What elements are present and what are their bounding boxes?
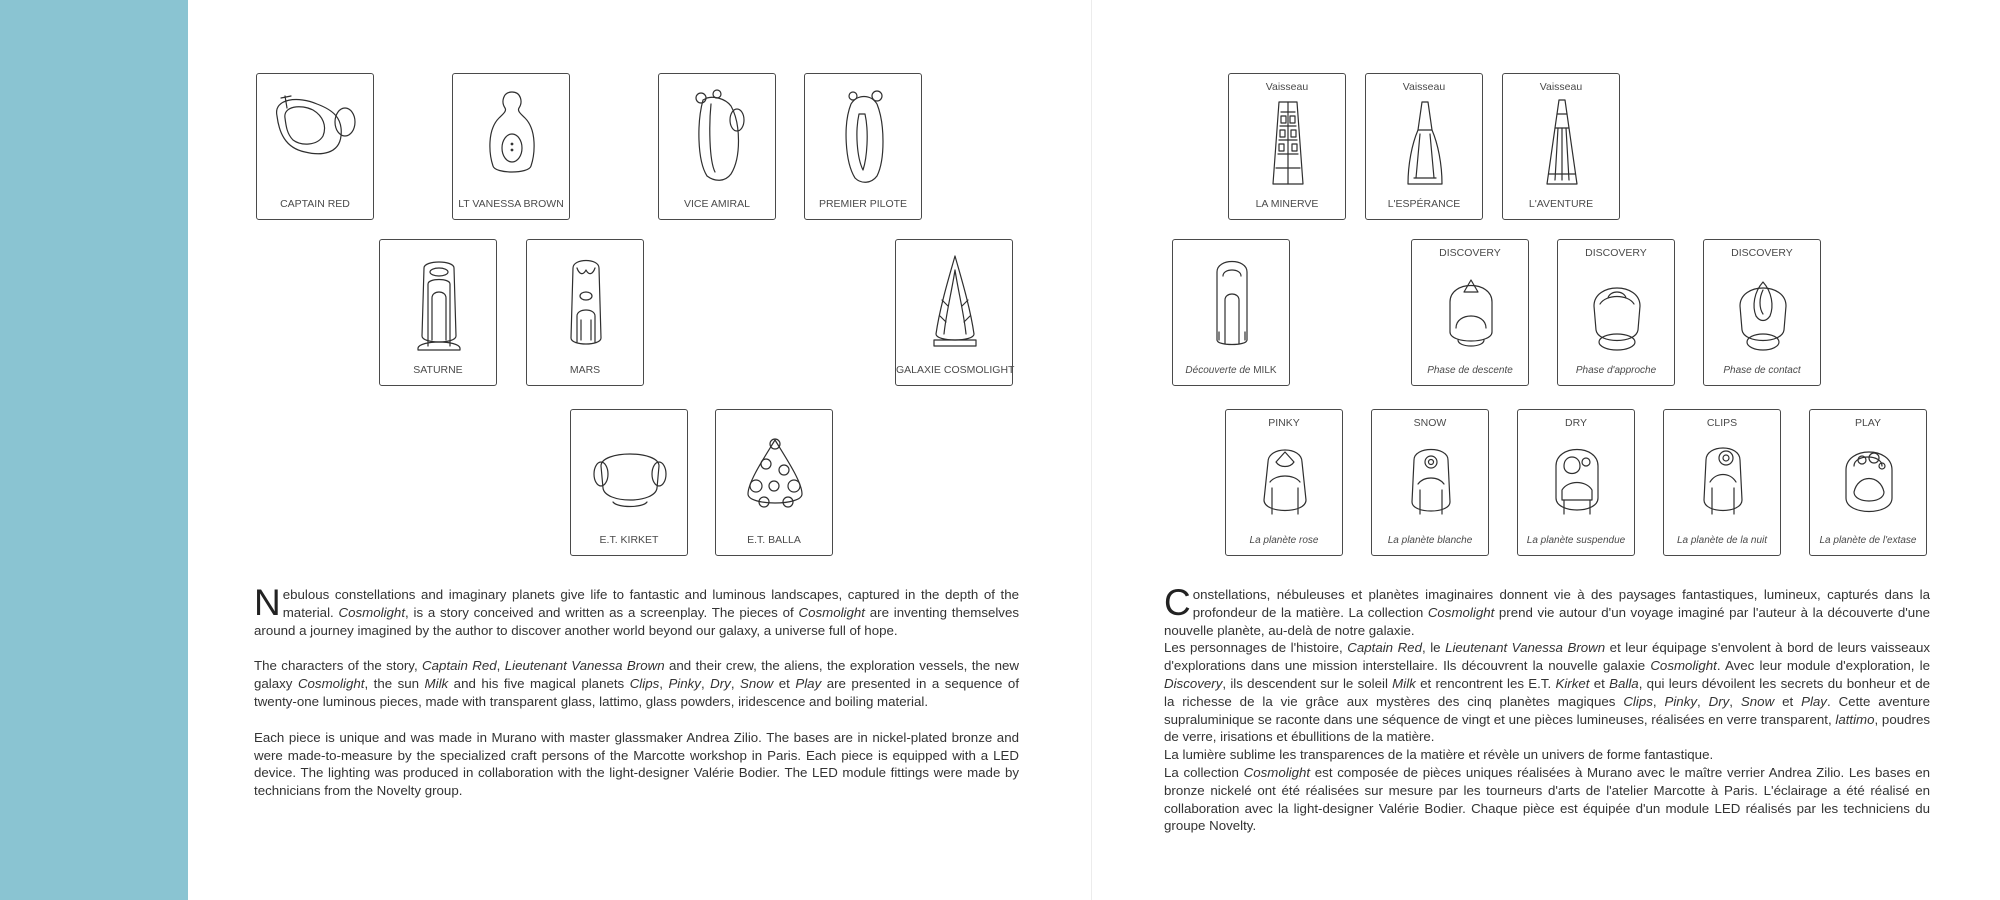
card-pinky	[1225, 409, 1343, 556]
card-contact-phase	[1703, 239, 1821, 386]
text-run: et leur équipage s'envolent à bord de leurs vaisseaux d'explorations dans une mission interstellaire. Ils découvrent la nouvelle galaxie	[1164, 640, 1930, 674]
text-run: ,	[700, 676, 711, 692]
emphasis-run: Lieutenant Vanessa Brown	[1445, 640, 1606, 656]
drop-cap: N	[254, 582, 281, 623]
card-galaxie-cosmolight	[895, 239, 1013, 386]
text-run: et rencontrent les E.T.	[1415, 675, 1556, 691]
card-label: GALAXIE COSMOLIGHT	[896, 364, 1015, 376]
card-label: MARS	[569, 364, 601, 376]
card-label: PREMIER PILOTE	[818, 198, 908, 210]
emphasis-run: Pinky	[668, 676, 701, 692]
text-run: ,	[1729, 693, 1741, 709]
emphasis-run: Captain Red	[422, 658, 497, 674]
card-label: Phase de descente	[1427, 365, 1513, 376]
card-snow	[1371, 409, 1489, 556]
card-category: SNOW	[1413, 417, 1447, 429]
emphasis-run: Clips	[1623, 693, 1653, 709]
emphasis-run: Cosmolight	[1650, 658, 1717, 674]
en-paragraph-2	[254, 657, 1019, 710]
card-category: DISCOVERY	[1585, 247, 1647, 259]
text-run: ,	[1697, 693, 1709, 709]
text-run: onstellations, nébuleuses et planètes imaginaires donnent vie à des paysages fantastiques, lumineux, capturés dans la profondeur de la matière. La collection	[1192, 587, 1930, 620]
text-run: Les personnages de l'histoire,	[1164, 640, 1348, 656]
emphasis-run: Balla	[1609, 675, 1639, 691]
card-label: LA MINERVE	[1255, 198, 1319, 210]
card-label: L'ESPÉRANCE	[1387, 198, 1461, 210]
emphasis-run: Cosmolight	[1427, 604, 1495, 620]
text-run: . Cette aventure supraluminique se raconte dans une séquence de vingt et une pièces lumineuses, réalisées en verre transparent,	[1164, 693, 1931, 727]
emphasis-run: Snow	[740, 676, 774, 692]
text-run: et	[1589, 675, 1610, 691]
card-label: E.T. KIRKET	[599, 534, 659, 546]
drop-cap: C	[1164, 582, 1191, 623]
card-et-kirket	[570, 409, 688, 556]
french-text	[1164, 582, 1931, 835]
text-run: prend vie autour d'un voyage imaginé par l'auteur à la découverte d'une nouvelle planète, au-delà de notre galaxie.	[1164, 604, 1930, 638]
text-run: are inventing themselves around a journey imagined by the author to discover another world beyond our galaxy, a universe full of hope.	[254, 604, 1020, 638]
card-category: DISCOVERY	[1731, 247, 1793, 259]
card-label: La planète de l'extase	[1819, 535, 1917, 546]
card-dry	[1517, 409, 1635, 556]
card-category: DRY	[1565, 417, 1587, 429]
text-run: The characters of the story,	[254, 658, 423, 674]
card-label: L'AVENTURE	[1528, 198, 1594, 210]
card-mars	[526, 239, 644, 386]
card-descent-phase	[1411, 239, 1529, 386]
text-run: . Avec leur module d'exploration, le	[1716, 658, 1930, 674]
card-label: VICE AMIRAL	[684, 198, 750, 210]
card-label: E.T. BALLA	[747, 534, 801, 546]
emphasis-run: Cosmolight	[297, 676, 365, 692]
card-label: CAPTAIN RED	[280, 198, 350, 210]
card-premier-pilote	[804, 73, 922, 220]
emphasis-run: Captain Red	[1347, 640, 1422, 656]
card-milk	[1172, 239, 1290, 386]
card-label: La planète de la nuit	[1676, 535, 1768, 546]
emphasis-run: Milk	[424, 676, 449, 692]
text-run: and their crew, the aliens, the exploration vessels, the new galaxy	[254, 658, 1019, 692]
card-lt-vanessa-brown	[452, 73, 570, 220]
text-run: , le	[1421, 640, 1446, 656]
card-captain-red	[256, 73, 374, 220]
emphasis-run: Lieutenant Vanessa Brown	[504, 658, 665, 674]
card-label: LT VANESSA BROWN	[458, 198, 564, 210]
emphasis-run: lattimo	[1835, 711, 1875, 727]
text-run: ,	[730, 676, 741, 692]
text-run: La collection	[1164, 764, 1244, 780]
emphasis-run: Play	[1801, 693, 1827, 709]
text-run: , the sun	[364, 676, 425, 692]
card-vice-amiral	[658, 73, 776, 220]
text-run: ebulous constellations and imaginary planets give life to fantastic and luminous landscapes, captured in the depth of the material.	[282, 587, 1019, 620]
card-category: Vaisseau	[1539, 81, 1583, 93]
fr-paragraph-3	[1164, 746, 1930, 764]
text-run: and his five magical planets	[448, 676, 630, 692]
card-saturne	[379, 239, 497, 386]
emphasis-run: Dry	[710, 676, 731, 692]
card-category: Vaisseau	[1265, 81, 1309, 93]
card-et-balla	[715, 409, 833, 556]
card-esperance	[1365, 73, 1483, 220]
fr-paragraph-2	[1164, 639, 1930, 746]
card-label: Découverte de MILK	[1185, 365, 1277, 376]
text-run: est composée de pièces uniques réalisées à Murano avec le maître verrier Andrea Zilio. Les bases en bronze nickelé ont été réalisées sur mesure par les tourneurs d'arts de l'atelier Marcotte à Paris. L'éclairage a été réalisé en collaboration avec la light-designer Valérie Bodier. Chaque pièce est équipée d'un module LED réalisés par les techniciens du groupe Novelty.	[1164, 764, 1930, 834]
card-label: La planète rose	[1249, 535, 1319, 546]
fr-paragraph-4	[1164, 764, 1930, 835]
cover-color-band	[0, 0, 188, 900]
text-run: ,	[1652, 693, 1665, 709]
card-category: DISCOVERY	[1439, 247, 1501, 259]
card-la-minerve	[1228, 73, 1346, 220]
card-category: PINKY	[1268, 417, 1300, 429]
emphasis-run: Discovery	[1164, 675, 1223, 691]
emphasis-run: Cosmolight	[798, 604, 865, 620]
english-text	[254, 582, 1020, 800]
emphasis-run: Snow	[1740, 693, 1775, 709]
en-paragraph-3	[254, 729, 1019, 800]
text-run: ,	[659, 676, 669, 692]
text-run: are presented in a sequence of twenty-one luminous pieces, made with transparent glass, lattimo, glass powders, iridescence and boiling material.	[254, 676, 1020, 709]
text-run: , ils descendent sur le soleil	[1222, 675, 1393, 691]
text-run: et	[773, 676, 796, 692]
text-run: , poudres de verre, irisations et ébullitions de la matière.	[1164, 711, 1930, 745]
emphasis-run: Cosmolight	[1243, 764, 1311, 780]
card-label: SATURNE	[413, 364, 463, 376]
card-aventure	[1502, 73, 1620, 220]
card-label: Phase de contact	[1723, 365, 1801, 376]
card-approach-phase	[1557, 239, 1675, 386]
card-category: PLAY	[1854, 417, 1882, 429]
text-run: , is a story conceived and written as a screenplay. The pieces of	[405, 604, 799, 620]
card-clips	[1663, 409, 1781, 556]
text-run: , qui leurs dévoilent les secrets du bonheur et de la richesse de la vie grâce aux mystères des cinq planètes magiques	[1164, 675, 1931, 709]
emphasis-run: Kirket	[1555, 675, 1590, 691]
emphasis-run: Play	[795, 676, 822, 692]
emphasis-run: Dry	[1708, 693, 1730, 709]
card-label: La planète suspendue	[1526, 535, 1626, 546]
emphasis-run: Milk	[1392, 675, 1416, 691]
emphasis-run: Clips	[629, 676, 660, 692]
card-label: Phase d'approche	[1575, 365, 1657, 376]
page-spine	[1091, 0, 1092, 900]
en-paragraph-1	[254, 582, 1020, 639]
text-run: et	[1774, 693, 1802, 709]
text-run: Each piece is unique and was made in Murano with master glassmaker Andrea Zilio. The bases are in nickel-plated bronze and were made-to-measure by the specialized craft persons of the Marcotte workshop in Paris. Each piece is equipped with a LED device. The lighting was produced in collaboration with the light-designer Valérie Bodier. The LED module fittings were made by technicians from the Novelty group.	[254, 729, 1019, 799]
card-category: Vaisseau	[1402, 81, 1446, 93]
text-run: ,	[496, 658, 505, 674]
emphasis-run: Cosmolight	[338, 604, 406, 620]
card-label: La planète blanche	[1387, 535, 1473, 546]
card-category: CLIPS	[1706, 417, 1738, 429]
card-play	[1809, 409, 1927, 556]
text-run: La lumière sublime les transparences de la matière et révèle un univers de forme fantastique.	[1164, 747, 1714, 763]
emphasis-run: Pinky	[1664, 693, 1697, 709]
fr-paragraph-1	[1164, 582, 1930, 639]
